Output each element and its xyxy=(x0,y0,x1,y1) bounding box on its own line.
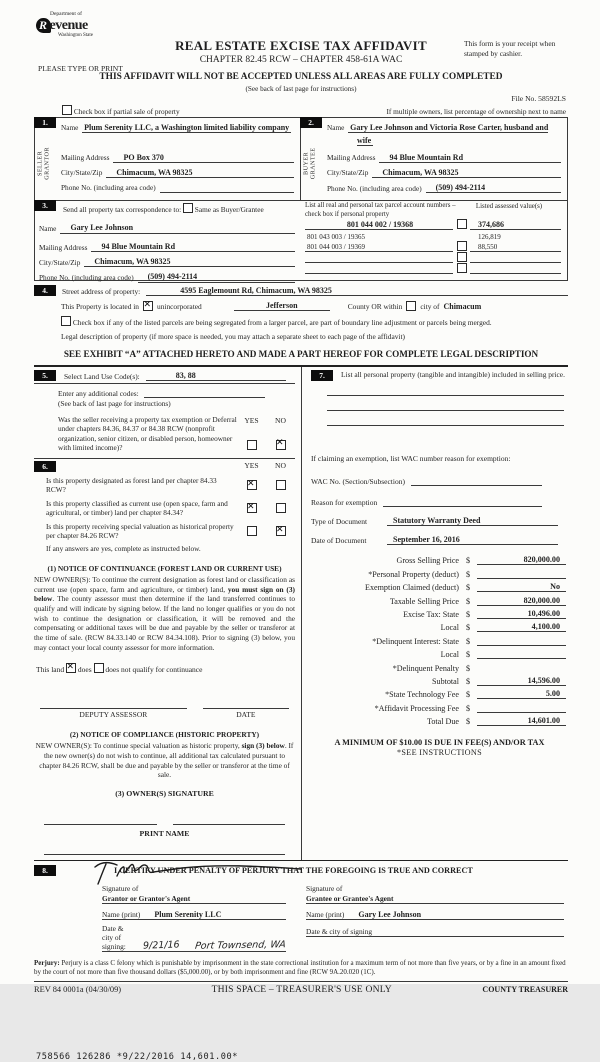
historic-yes-checkbox[interactable] xyxy=(247,526,257,536)
land-does-qualify-checkbox[interactable] xyxy=(66,663,76,673)
right-column xyxy=(302,367,568,860)
land-does-not-qualify-checkbox[interactable] xyxy=(94,663,104,673)
legal-description-label: Legal description of property (if more space is needed, you may attach a separate sheet to each page of the affidavit) xyxy=(61,332,405,341)
forest-land-question-row: Is this property designated as forest land per chapter 84.33 RCW? ✕ xyxy=(34,476,295,495)
assessed-value[interactable]: 88,550 xyxy=(470,243,561,252)
section-4 xyxy=(34,285,568,359)
reason-exemption-value[interactable] xyxy=(383,497,542,507)
section-4-tab: 4. xyxy=(34,285,56,296)
seller-name-label: Name xyxy=(61,123,79,132)
revenue-logo xyxy=(36,12,93,38)
parcel-number[interactable]: 801 044 002 / 19368 xyxy=(305,220,453,230)
fee-row: Exemption Claimed (deduct) $ No xyxy=(311,579,568,592)
owner-signature-line-2[interactable] xyxy=(173,824,286,826)
excise-tax-state-value[interactable]: 10,496.00 xyxy=(477,609,566,619)
print-name-line[interactable] xyxy=(44,854,285,855)
grantor-signature-scrawl xyxy=(90,857,305,887)
assessed-value-header: Listed assessed value(s) xyxy=(475,203,543,210)
divider xyxy=(34,383,295,384)
buyer-csz-label: City/State/Zip xyxy=(327,168,369,178)
parcel-number[interactable] xyxy=(305,262,453,263)
exemption-question-row xyxy=(34,415,295,453)
additional-codes-value[interactable] xyxy=(144,388,265,398)
personal-property-deduct-value[interactable] xyxy=(477,569,566,579)
buyer-phone-value[interactable]: (509) 494-2114 xyxy=(426,183,561,194)
print-name-title: PRINT NAME xyxy=(139,829,190,839)
grantee-name-print-label: Name (print) xyxy=(306,909,345,919)
owner-signature-line-1[interactable] xyxy=(44,824,157,826)
footer-row xyxy=(34,982,568,999)
buyer-mailing-value[interactable]: 94 Blue Mountain Rd xyxy=(379,153,561,164)
file-number: File No. 58592LS xyxy=(511,94,566,103)
fee-row: *State Technology Fee $ 5.00 xyxy=(311,686,568,699)
section-3-box xyxy=(34,201,568,281)
yes-header: YES xyxy=(244,416,259,425)
fee-row: Total Due $ 14,601.00 xyxy=(311,713,568,726)
rev-form-number: REV 84 0001a (04/30/09) xyxy=(34,985,122,995)
grantor-agent-line[interactable]: Grantor or Grantor's Agent xyxy=(102,894,286,904)
corr-name-label: Name xyxy=(39,224,57,234)
assessed-value[interactable] xyxy=(470,262,561,263)
delinquent-penalty-value[interactable] xyxy=(477,664,566,673)
section-6-tab: 6. xyxy=(34,461,56,472)
state-technology-fee-value[interactable]: 5.00 xyxy=(477,689,566,699)
see-instructions-note: *SEE INSTRUCTIONS xyxy=(397,748,482,758)
subtotal-value[interactable]: 14,596.00 xyxy=(477,676,566,686)
form-subtitle: CHAPTER 82.45 RCW – CHAPTER 458-61A WAC xyxy=(199,55,403,65)
buyer-csz-value[interactable]: Chimacum, WA 98325 xyxy=(372,168,561,179)
fee-row: *Delinquent Interest: State $ xyxy=(311,632,568,645)
fee-table xyxy=(311,552,568,726)
grantor-name-print-label: Name (print) xyxy=(102,909,141,919)
parcel-number[interactable]: 801 043 003 / 19365 xyxy=(307,233,365,242)
type-of-document-label: Type of Document xyxy=(311,517,368,526)
wac-no-label: WAC No. (Section/Subsection) xyxy=(311,477,405,486)
parcel-row xyxy=(305,219,561,230)
certify-statement: I CERTIFY UNDER PENALTY OF PERJURY THAT THE FOREGOING IS TRUE AND CORRECT xyxy=(114,866,473,876)
grantee-signature-of-label: Signature of xyxy=(306,884,343,894)
see-back-note-2: (See back of last page for instructions) xyxy=(58,399,171,408)
section-3-tab: 3. xyxy=(34,200,56,211)
perjury-label: Perjury: xyxy=(34,958,60,967)
located-prefix: This Property is located in xyxy=(61,302,139,311)
treasurer-space-label: THIS SPACE – TREASURER'S USE ONLY xyxy=(211,984,392,996)
additional-codes-label: Enter any additional codes: xyxy=(58,389,139,398)
parcel-3-personal-checkbox[interactable] xyxy=(457,241,467,251)
city-checkbox[interactable] xyxy=(406,301,416,311)
assessed-value[interactable] xyxy=(470,273,561,274)
parcel-list-header: List all real and personal tax parcel account numbers – check box if personal property xyxy=(305,202,456,218)
parcel-1-personal-checkbox[interactable] xyxy=(457,219,467,229)
historic-property-question-row: Is this property receiving special valuation as historical property per chapter 84.26 RCW? ✕ xyxy=(34,522,295,541)
compliance-title: (2) NOTICE OF COMPLIANCE (HISTORIC PROPERTY) xyxy=(69,730,260,740)
parcel-number[interactable]: 801 044 003 / 19369 xyxy=(305,243,453,252)
seller-csz-label: City/State/Zip xyxy=(61,168,103,178)
current-use-no-checkbox[interactable] xyxy=(276,503,286,513)
taxable-selling-price-value[interactable]: 820,000.00 xyxy=(477,596,566,606)
corr-phone-label: Phone No. (including area code) xyxy=(39,272,134,282)
seller-grantor-side-label: SELLER GRANTOR xyxy=(36,147,51,180)
corr-mailing-value[interactable]: 94 Blue Mountain Rd xyxy=(91,242,295,253)
city-value[interactable]: Chimacum xyxy=(443,302,482,311)
unincorporated-label: unincorporated xyxy=(157,302,202,311)
grantor-name-print-value[interactable]: Plum Serenity LLC xyxy=(154,909,222,919)
receipt-note: This form is your receipt when stamped by cashier. xyxy=(464,39,556,58)
no-header: NO xyxy=(275,416,286,425)
fee-row: Local $ 4,100.00 xyxy=(311,619,568,632)
delinquent-interest-local-value[interactable] xyxy=(477,649,566,659)
fee-row: *Delinquent Penalty $ xyxy=(311,659,568,672)
continuance-title: (1) NOTICE OF CONTINUANCE (FOREST LAND OR CURRENT USE) xyxy=(47,563,282,573)
compliance-paragraph: NEW OWNER(S): To continue special valuation as historic property, sign (3) below. If the new owner(s) do not wish to continue, all additional tax calculated pursuant to chapter 84.26 RCW, shall be due and payable by the seller or transferor at the time of sale. xyxy=(35,741,294,780)
seller-mailing-value[interactable]: PO Box 370 xyxy=(113,153,294,164)
seller-phone-label: Phone No. (including area code) xyxy=(61,182,156,192)
date-of-document-label: Date of Document xyxy=(311,536,367,545)
section-8 xyxy=(34,861,568,952)
parcel-row xyxy=(305,263,561,274)
assessed-value[interactable]: 374,686 xyxy=(470,220,561,230)
forest-land-no-checkbox[interactable] xyxy=(276,480,286,490)
fee-row: *Personal Property (deduct) $ xyxy=(311,565,568,578)
buyer-mailing-label: Mailing Address xyxy=(327,153,376,163)
historic-no-checkbox[interactable] xyxy=(276,526,286,536)
multiple-owners-note: If multiple owners, list percentage of ownership next to name xyxy=(386,107,566,116)
parcel-row xyxy=(305,241,561,252)
form-header xyxy=(34,10,568,104)
parcel-row xyxy=(305,252,561,263)
buyer-phone-label: Phone No. (including area code) xyxy=(327,183,422,193)
corr-mailing-label: Mailing Address xyxy=(39,242,88,252)
parcel-4-personal-checkbox[interactable] xyxy=(457,252,467,262)
grantor-date-city-label: Date & city of signing: xyxy=(102,923,126,951)
partial-sale-row xyxy=(62,105,566,116)
section-7-tab: 7. xyxy=(311,370,333,381)
total-due-value[interactable]: 14,601.00 xyxy=(477,716,566,726)
exemption-yes-checkbox[interactable] xyxy=(247,440,257,450)
logo-name-text: evenue xyxy=(49,17,88,33)
grantee-name-print-value[interactable]: Gary Lee Johnson xyxy=(358,909,422,919)
land-use-value[interactable]: 83, 88 xyxy=(146,371,286,381)
delinquent-interest-state-value[interactable] xyxy=(477,636,566,646)
same-as-buyer-checkbox[interactable] xyxy=(183,203,193,213)
fee-row: Subtotal $ 14,596.00 xyxy=(311,673,568,686)
section-1-tab: 1. xyxy=(34,117,56,128)
fee-row: Excise Tax: State $ 10,496.00 xyxy=(311,606,568,619)
logo-dept-text: Department of xyxy=(50,11,82,17)
unincorporated-checkbox[interactable] xyxy=(143,301,153,311)
corr-csz-label: City/State/Zip xyxy=(39,257,81,267)
left-column xyxy=(34,367,302,860)
form-title: REAL ESTATE EXCISE TAX AFFIDAVIT xyxy=(175,38,427,53)
perjury-paragraph: Perjury: Perjury is a class C felony which is punishable by imprisonment in the state correctional institution for a maximum term of not more than five years, or by a fine in an amount fixed by the court of not more than five thousand dollars ($5,000.00), or by both imprisonment and fine (RCW 9A.20.020 (1C). xyxy=(34,959,568,982)
corr-name-value[interactable]: Gary Lee Johnson xyxy=(60,223,295,234)
seller-grantor-box xyxy=(34,117,301,201)
answers-yes-note: If any answers are yes, complete as instructed below. xyxy=(46,543,201,553)
current-use-yes-checkbox[interactable] xyxy=(247,503,257,513)
personal-property-line-1[interactable] xyxy=(327,381,564,396)
deputy-assessor-signature-line[interactable]: DEPUTY ASSESSOR xyxy=(40,708,187,719)
parcel-row xyxy=(305,230,561,241)
fee-row: *Affidavit Processing Fee $ xyxy=(311,699,568,712)
county-treasurer-label: COUNTY TREASURER xyxy=(482,985,568,995)
yes-header: YES xyxy=(244,460,259,470)
wac-no-value[interactable] xyxy=(411,476,542,486)
date-of-document-value[interactable]: September 16, 2016 xyxy=(387,535,558,545)
gross-selling-price-value[interactable]: 820,000.00 xyxy=(477,555,566,565)
owners-signature-title: (3) OWNER(S) SIGNATURE xyxy=(115,789,214,799)
parcel-number[interactable] xyxy=(305,273,453,274)
corr-csz-value[interactable]: Chimacum, WA 98325 xyxy=(84,257,295,268)
minimum-due-note: A MINIMUM OF $10.00 IS DUE IN FEE(S) AND/OR TAX xyxy=(334,738,545,748)
street-address-value[interactable]: 4595 Eaglemount Rd, Chimacum, WA 98325 xyxy=(146,286,568,296)
section-8-tab: 8. xyxy=(34,865,56,876)
affidavit-processing-fee-value[interactable] xyxy=(477,703,566,713)
partial-sale-checkbox[interactable] xyxy=(62,105,72,115)
county-value[interactable]: Jefferson xyxy=(234,301,330,311)
grantor-signature-of-label: Signature of xyxy=(102,884,139,894)
assessed-value[interactable]: 126,819 xyxy=(478,233,501,242)
partial-sale-label: Check box if partial sale of property xyxy=(73,107,180,116)
no-header: NO xyxy=(275,460,286,470)
seller-csz-value[interactable]: Chimacum, WA 98325 xyxy=(106,168,294,179)
segregated-label: Check box if any of the listed parcels are being segregated from a larger parcel, are part of boundary line adjustment or parcels being merged. xyxy=(72,318,492,327)
segregated-checkbox[interactable] xyxy=(61,316,71,326)
grantor-date-handwritten[interactable]: 9/21/16 xyxy=(142,939,180,952)
buyer-name-value: Gary Lee Johnson and Victoria Rose Carter, husband and wife xyxy=(350,123,549,146)
logo-state-text: Washington State xyxy=(58,32,94,38)
fee-row: Local $ xyxy=(311,646,568,659)
corr-phone-value[interactable]: (509) 494-2114 xyxy=(138,272,295,283)
deputy-assessor-date-line[interactable]: DATE xyxy=(203,708,289,719)
grantee-date-city-label: Date & city of signing xyxy=(306,926,373,936)
personal-property-label: List all personal property (tangible and intangible) included in selling price. xyxy=(341,370,565,379)
seller-name-value: Plum Serenity LLC, a Washington limited liability company xyxy=(84,123,290,132)
grantee-agent-line[interactable]: Grantee or Grantee's Agent xyxy=(306,894,564,904)
exemption-claimed-value[interactable]: No xyxy=(477,582,566,592)
parcel-5-personal-checkbox[interactable] xyxy=(457,263,467,273)
logo-r-icon: R xyxy=(36,18,51,33)
seller-phone-value[interactable] xyxy=(160,183,294,193)
continuance-paragraph: NEW OWNER(S): To continue the current designation as forest land or classification as current use (open space, farm and agriculture, or timber) land, you must sign on (3) below. The county assessor must then determine if the land transferred continues to qualify and will indicate by signing below. If the land no longer qualifies or you do not wish to continue the designation or classification, it will be removed and the compensating or additional taxes will be due and payable by the seller or transferor at the time of sale. (RCW 84.33.140 or RCW 84.34.108). Prior to signing (3) below, you may contact your local county assessor for more information. xyxy=(34,574,295,652)
see-back-note: (See back of last page for instructions) xyxy=(245,85,357,93)
claiming-exemption-label: If claiming an exemption, list WAC number reason for exemption: xyxy=(311,454,511,463)
fee-row: Taxable Selling Price $ 820,000.00 xyxy=(311,592,568,605)
fee-row: Gross Selling Price $ 820,000.00 xyxy=(311,552,568,565)
reason-exemption-label: Reason for exemption xyxy=(311,498,378,507)
land-use-label: Select Land Use Code(s): xyxy=(64,372,140,381)
same-as-buyer-label: Same as Buyer/Grantee xyxy=(194,205,264,214)
current-use-question-row: Is this property classified as current use (open space, farm and agricultural, or timber) land per chapter 84.34? ✕ xyxy=(34,499,295,518)
exhibit-a-line: SEE EXHIBIT “A” ATTACHED HERETO AND MADE A PART HEREOF FOR COMPLETE LEGAL DESCRIPTION xyxy=(63,349,539,359)
seller-mailing-label: Mailing Address xyxy=(61,153,110,163)
correspondence-label: Send all property tax correspondence to: xyxy=(63,205,182,214)
grantor-city-handwritten[interactable]: Port Townsend, WA xyxy=(194,938,287,952)
city-of-label: city of xyxy=(420,302,440,311)
personal-property-line-2[interactable] xyxy=(327,396,564,411)
forest-land-yes-checkbox[interactable] xyxy=(247,480,257,490)
please-type-note: PLEASE TYPE OR PRINT xyxy=(38,64,123,73)
buyer-grantee-box xyxy=(301,117,568,201)
continuance-qualify-row: This land ✕ does does not qualify for continuance xyxy=(36,663,295,674)
type-of-document-value[interactable]: Statutory Warranty Deed xyxy=(387,516,558,526)
section-5-tab: 5. xyxy=(34,370,56,381)
buyer-name-label: Name xyxy=(327,123,345,132)
street-address-label: Street address of property: xyxy=(62,287,141,296)
warning-line: THIS AFFIDAVIT WILL NOT BE ACCEPTED UNLESS ALL AREAS ARE FULLY COMPLETED xyxy=(99,72,503,82)
exemption-question: Was the seller receiving a property tax exemption or Deferral under chapters 84.36, 84.37 or 84.38 RCW (nonprofit organization, senior citizen, or disabled person, homeowner with limited income)? xyxy=(58,415,237,453)
exemption-no-checkbox[interactable] xyxy=(276,440,286,450)
personal-property-line-3[interactable] xyxy=(327,411,564,426)
excise-tax-local-value[interactable]: 4,100.00 xyxy=(477,622,566,632)
county-middle-label: County OR within xyxy=(347,302,403,311)
section-2-tab: 2. xyxy=(300,117,322,128)
cashier-stamp: 758566 126286 *9/22/2016 14,601.00* xyxy=(36,1052,239,1062)
buyer-grantee-side-label: BUYER GRANTEE xyxy=(302,147,317,180)
